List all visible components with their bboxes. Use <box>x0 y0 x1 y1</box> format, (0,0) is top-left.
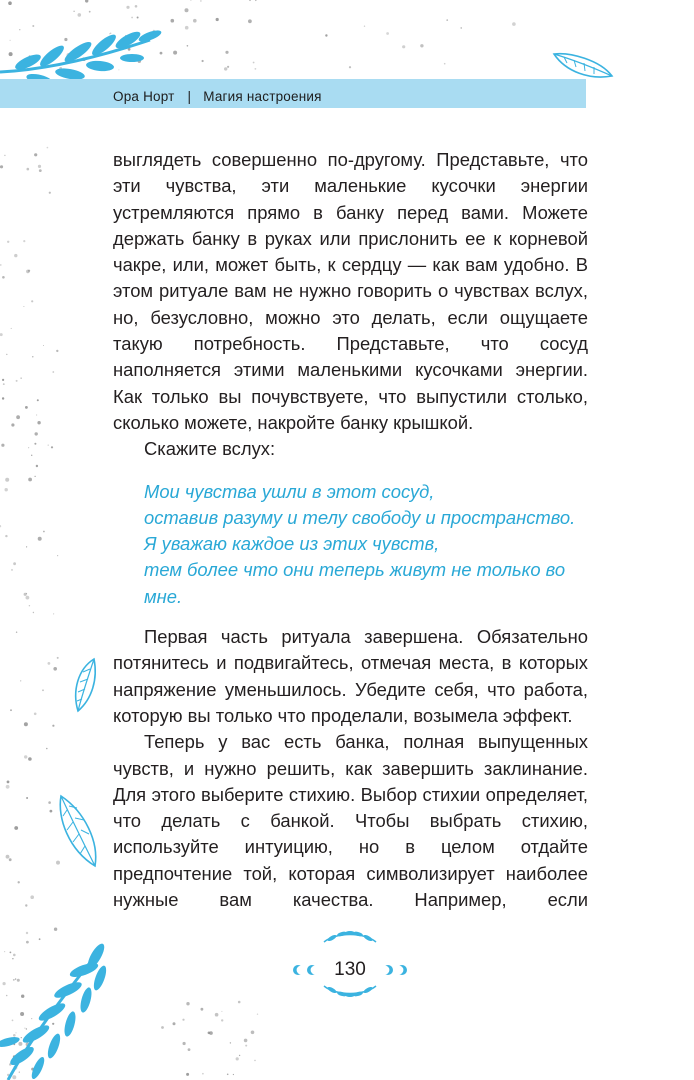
speckle-dot <box>208 1032 211 1035</box>
speckle-dot <box>446 19 448 21</box>
speckle-dot <box>215 1013 219 1017</box>
speckle-dot <box>9 858 12 861</box>
speckle-dot <box>48 445 49 446</box>
speckle-dot <box>187 45 189 47</box>
speckle-dot <box>364 26 365 27</box>
speckle-dot <box>227 1074 229 1076</box>
speckle-dot <box>38 165 41 168</box>
speckle-dot <box>202 1073 204 1075</box>
speckle-dot <box>201 1008 204 1011</box>
speckle-dot <box>11 423 14 426</box>
speckle-dot <box>24 755 27 758</box>
speckle-dot <box>233 1074 234 1075</box>
paragraph-continued: выглядеть совершенно по-другому. Представьте, что эти чувства, эти маленькие кусочки энергии устремляются прямо в банку перед вами. Можете держать банку в руках или прислонить ее к корневой чакре, или, может быть, к сердцу — как вам удобно. В этом ритуале вам не нужно говорить о чувствах вслух, но, безусловно, можно это делать, если ощущаете такую потребность. Представьте, что сосуд наполняется этими маленькими кусочками энергии. Как только вы почувствуете, что выпустили столько, сколько можете, накройте банку крышкой. <box>113 149 588 433</box>
speckle-dot <box>193 19 197 23</box>
speckle-dot <box>20 680 21 681</box>
speckle-dot <box>23 306 24 307</box>
speckle-dot <box>34 713 37 716</box>
speckle-dot <box>43 531 45 533</box>
speckle-dot <box>48 662 51 665</box>
speckle-dot <box>444 63 446 65</box>
feather-left-small-icon <box>70 655 100 715</box>
speckle-dot <box>2 397 4 399</box>
running-header <box>113 86 322 106</box>
speckle-dot <box>31 455 32 456</box>
speckle-dot <box>33 612 34 613</box>
leaf-branch-bottom-left-icon <box>0 930 130 1080</box>
speckle-dot <box>26 596 30 600</box>
speckle-dot <box>53 667 57 671</box>
page-number-ornament <box>290 928 410 998</box>
speckle-dot <box>56 350 58 352</box>
speckle-dot <box>245 1045 247 1047</box>
speckle-dot <box>27 168 30 171</box>
quote-line: тем более что они теперь живут не только во мне. <box>144 559 566 607</box>
speckle-dot <box>402 45 405 48</box>
speckle-dot <box>173 51 177 55</box>
speckle-dot <box>26 270 30 274</box>
speckle-dot <box>6 855 10 859</box>
speckle-dot <box>188 1048 191 1051</box>
speckle-dot <box>51 446 53 448</box>
speckle-dot <box>221 1019 223 1021</box>
speckle-dot <box>16 380 18 382</box>
speckle-dot <box>42 689 44 691</box>
speckle-dot <box>31 300 33 302</box>
speckle-dot <box>190 0 191 1</box>
speckle-dot <box>38 537 42 541</box>
speckle-dot <box>26 797 28 799</box>
speckle-dot <box>238 1001 241 1004</box>
speckle-dot <box>225 51 228 54</box>
speckle-dot <box>25 904 27 906</box>
speckle-dot <box>5 478 9 482</box>
speckle-dot <box>52 725 54 727</box>
incantation-quote <box>144 479 588 610</box>
paragraph-say-aloud: Скажите вслух: <box>144 438 276 460</box>
header-book-title: Магия настроения <box>203 88 322 104</box>
speckle-dot <box>18 881 20 883</box>
speckle-dot <box>251 1031 255 1035</box>
speckle-dot <box>49 192 51 194</box>
speckle-dot <box>173 1022 176 1025</box>
speckle-dot <box>249 0 251 1</box>
speckle-dot <box>21 378 22 379</box>
speckle-dot <box>43 345 44 346</box>
speckle-dot <box>255 68 257 70</box>
speckle-dot <box>14 826 18 830</box>
paragraph-element-choice: Теперь у вас есть банка, полная выпущенных чувств, и нужно решить, как завершить заклинание. Для этого выберите стихию. Выбор стихии определяет, что делать с банкой. Чтобы выбрать стихию, используйте интуицию, но в целом отдайте предпочтение той, которая символизирует наиболее нужные вам качества. Например, если <box>113 731 588 911</box>
speckle-dot <box>24 722 28 726</box>
speckle-dot <box>35 476 36 477</box>
speckle-dot <box>36 414 37 415</box>
speckle-dot <box>254 1060 255 1061</box>
speckle-dot <box>37 421 40 424</box>
quote-line: Мои чувства ушли в этот сосуд, <box>144 480 435 502</box>
speckle-dot <box>200 0 201 1</box>
speckle-dot <box>53 613 54 614</box>
speckle-dot <box>221 1011 222 1012</box>
speckle-dot <box>253 62 255 64</box>
speckle-dot <box>57 555 58 556</box>
speckle-dot <box>16 415 20 419</box>
speckle-dot <box>0 264 1 265</box>
speckle-dot <box>255 0 256 1</box>
speckle-dot <box>0 333 3 336</box>
speckle-dot <box>0 165 3 168</box>
speckle-dot <box>227 66 229 68</box>
speckle-dot <box>13 562 16 565</box>
header-separator: | <box>187 88 192 104</box>
speckle-dot <box>512 22 516 26</box>
speckle-dot <box>6 354 7 355</box>
speckle-dot <box>202 60 204 62</box>
speckle-dot <box>386 32 389 35</box>
speckle-dot <box>2 379 4 381</box>
speckle-dot <box>3 383 5 385</box>
speckle-dot <box>461 27 462 28</box>
speckle-dot <box>182 1019 184 1021</box>
speckle-dot <box>11 328 12 329</box>
leaf-branch-top-left-icon <box>0 0 170 90</box>
speckle-dot <box>230 1042 231 1043</box>
speckle-dot <box>36 465 38 467</box>
speckle-dot <box>349 66 351 68</box>
speckle-dot <box>57 657 59 659</box>
speckle-dot <box>5 488 8 491</box>
speckle-dot <box>52 371 54 373</box>
speckle-dot <box>46 748 48 750</box>
speckle-dot <box>7 781 10 784</box>
speckle-dot <box>185 26 189 30</box>
page-number: 130 <box>334 959 366 980</box>
speckle-dot <box>2 276 5 279</box>
speckle-dot <box>26 593 27 594</box>
speckle-dot <box>7 241 9 243</box>
speckle-dot <box>28 447 29 448</box>
speckle-dot <box>171 19 175 23</box>
speckle-dot <box>244 1039 248 1043</box>
speckle-dot <box>224 67 227 70</box>
speckle-dot <box>185 8 189 12</box>
paragraph-first-part: Первая часть ритуала завершена. Обязательно потянитесь и подвигайтесь, отмечая места, в которых напряжение уменьшилось. Убедите себя, что работа, которую вы только что проделали, возымела эффект. <box>113 626 588 726</box>
speckle-dot <box>47 147 49 149</box>
speckle-dot <box>28 478 32 482</box>
speckle-dot <box>35 432 38 435</box>
speckle-dot <box>4 155 5 156</box>
speckle-dot <box>37 399 39 401</box>
speckle-dot <box>16 632 17 633</box>
speckle-dot <box>48 801 51 804</box>
speckle-dot <box>25 406 28 409</box>
speckle-dot <box>32 356 33 357</box>
speckle-dot <box>420 44 423 47</box>
speckle-dot <box>39 169 42 172</box>
speckle-dot <box>1 444 4 447</box>
speckle-dot <box>239 1055 240 1056</box>
speckle-dot <box>23 240 25 242</box>
speckle-dot <box>5 535 7 537</box>
speckle-dot <box>216 18 219 21</box>
speckle-dot <box>30 895 34 899</box>
speckle-dot <box>257 1014 258 1015</box>
speckle-dot <box>10 709 12 711</box>
page-body-text <box>113 147 588 913</box>
speckle-dot <box>0 525 1 527</box>
header-author: Ора Норт <box>113 88 175 104</box>
speckle-dot <box>28 757 32 761</box>
speckle-dot <box>161 1026 164 1029</box>
speckle-dot <box>186 1002 189 1005</box>
quote-line: оставив разуму и телу свободу и пространство. <box>144 506 576 528</box>
speckle-dot <box>14 254 17 257</box>
speckle-dot <box>34 153 37 156</box>
speckle-dot <box>6 785 10 789</box>
speckle-dot <box>248 19 252 23</box>
speckle-dot <box>325 34 327 36</box>
speckle-dot <box>50 810 53 813</box>
speckle-dot <box>11 569 13 571</box>
speckle-dot <box>186 1073 189 1076</box>
speckle-dot <box>236 1057 239 1060</box>
speckle-dot <box>34 443 36 445</box>
speckle-dot <box>26 546 27 547</box>
speckle-dot <box>29 605 30 606</box>
speckle-dot <box>183 1042 186 1045</box>
quote-line: Я уважаю каждое из этих чувств, <box>144 533 440 555</box>
feather-left-large-icon <box>55 792 105 872</box>
